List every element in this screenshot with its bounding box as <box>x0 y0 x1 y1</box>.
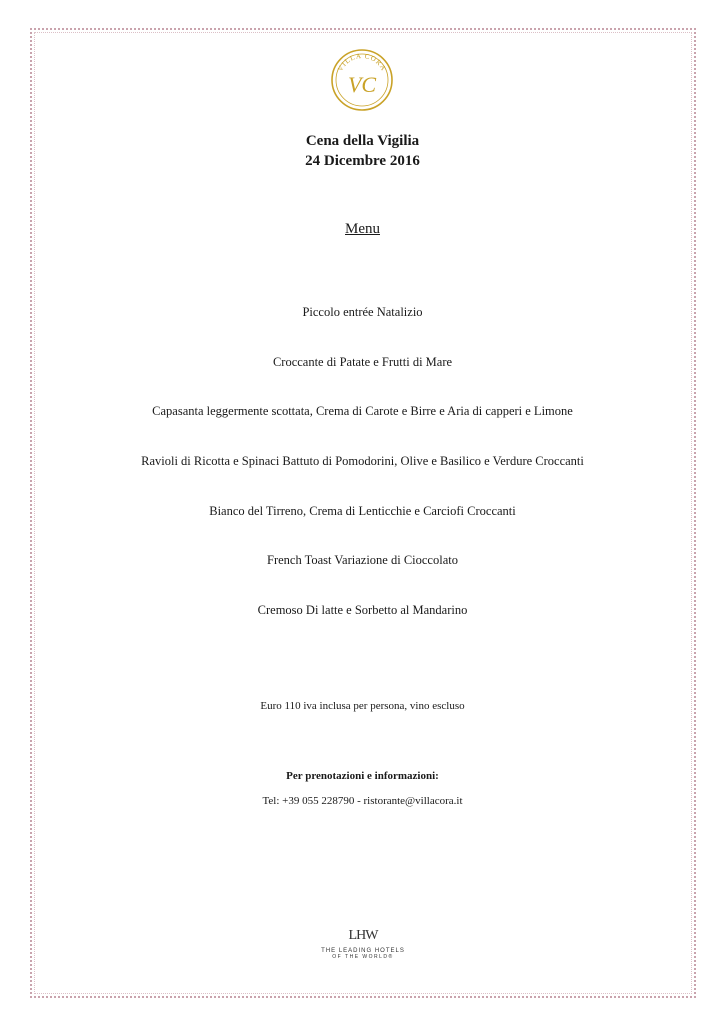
lhw-line2: OF THE WORLD® <box>332 954 394 960</box>
course-3: Capasanta leggermente scottata, Crema di Carote e Birre e Aria di capperi e Limone <box>152 404 573 418</box>
course-5: Bianco del Tirreno, Crema di Lenticchie e Carciofi Croccanti <box>209 504 516 518</box>
course-7: Cremoso Di latte e Sorbetto al Mandarino <box>257 603 468 617</box>
lhw-monogram: LHW <box>348 928 378 943</box>
menu-date: 24 Dicembre 2016 <box>305 153 420 169</box>
logo-monogram: VC <box>347 72 377 97</box>
menu-title: Cena della Vigilia <box>305 133 420 149</box>
logo-text: VILLA CORA <box>336 51 388 73</box>
svg-text:VILLA CORA <box>336 52 388 73</box>
price-note: Euro 110 iva inclusa per persona, vino escluso <box>260 700 465 712</box>
leading-hotels-logo <box>318 928 408 968</box>
villa-cora-logo <box>330 48 394 112</box>
contact-heading: Per prenotazioni e informazioni: <box>286 770 439 782</box>
course-4: Ravioli di Ricotta e Spinaci Battuto di Pomodorini, Olive e Basilico e Verdure Croccanti <box>141 454 584 468</box>
course-1: Piccolo entrée Natalizio <box>302 305 423 319</box>
course-6: French Toast Variazione di Cioccolato <box>267 553 458 567</box>
contact-line: Tel: +39 055 228790 - ristorante@villacora.it <box>262 795 463 807</box>
lhw-line1: THE LEADING HOTELS <box>321 948 405 954</box>
course-2: Croccante di Patate e Frutti di Mare <box>272 355 453 369</box>
menu-heading: Menu <box>345 221 380 237</box>
